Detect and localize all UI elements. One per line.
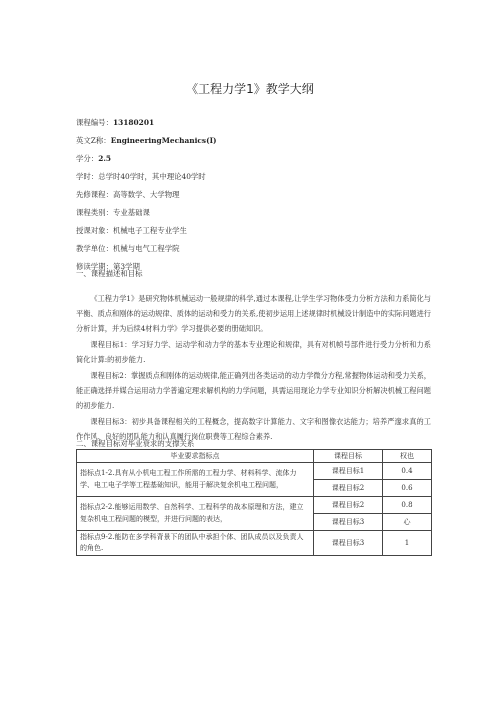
meta-audience: 授课对象：机械电子工程专业学生 bbox=[76, 226, 187, 235]
meta-category: 课程类别：专业基础课 bbox=[76, 208, 150, 217]
target-cell: 课程目标2 bbox=[314, 480, 383, 497]
section-heading-2: 二、课程目标对毕业衰求的支撑关系 bbox=[76, 439, 195, 448]
header-indicator: 毕业要求指标点 bbox=[77, 450, 314, 463]
meta-english-name: 英文Z称：EngineeringMechanics(I) bbox=[76, 136, 217, 145]
section-heading-1: 一、课程描述和目标 bbox=[76, 269, 143, 278]
weight-cell: 心 bbox=[383, 514, 432, 531]
meta-course-number: 课程编号：13180201 bbox=[76, 118, 155, 127]
meta-semester: 修读学期：第3学期 bbox=[76, 262, 140, 271]
meta-prerequisites: 先修课程：高等数学、大学物理 bbox=[76, 190, 180, 199]
paragraph-goal-1: 课程目标1：学习好力学、运动学和动力学的基本专业理论和规律，具有对机帧号部件进行受力分析和力系简化计算:的初步能力. bbox=[76, 340, 431, 364]
target-cell: 课程目标1 bbox=[314, 463, 383, 480]
paragraph-goal-2: 课程目标2：掌握质点和刚体的运动规律,能正确列出各类运动的动力学微分方程,常握物体运动和受力关系，能正确选择并媒合运用动力学普遍定理求解机构的力学问题，具需运用现论力学专业知识分析解决机械工程问题的初步能力. bbox=[76, 371, 431, 410]
target-cell: 课程目标3 bbox=[314, 514, 383, 531]
table-row bbox=[77, 531, 432, 556]
requirements-table bbox=[76, 449, 432, 556]
weight-cell: 0.4 bbox=[383, 463, 432, 480]
course-meta bbox=[76, 114, 217, 276]
meta-unit: 教学单位：机械与电气工程学院 bbox=[76, 244, 180, 253]
indicator-cell: 指标点1-2.具有从小机电工程工作所需的工程力学、材料科学、流体力学、电工电子学等工程基础知识，能用于解决复余机电工程问题， bbox=[77, 463, 314, 497]
weight-cell: 0.6 bbox=[383, 480, 432, 497]
meta-hours: 学时：总学时40学时，其中理论40学时 bbox=[76, 172, 206, 181]
meta-credits: 学分：2.5 bbox=[76, 154, 112, 163]
paragraph-intro: 《工程力学1》是研究物体机械运动一般规律的科学,通过本课程,让学生学习物体受力分析方法和力系简化与平衡、质点和刚体的运动规律、质体的运动和受力的关系,使初步运用上述规律时机械设计制造中的实际问题进行分析计算，并为后续4材料力学》学习提供必要的册础知识。 bbox=[76, 294, 431, 333]
header-target: 课程目标 bbox=[314, 450, 383, 463]
table-row bbox=[77, 497, 432, 514]
target-cell: 课程目标3 bbox=[314, 531, 383, 556]
weight-cell: 1 bbox=[383, 531, 432, 556]
target-cell: 课程目标2 bbox=[314, 497, 383, 514]
indicator-cell: 指标点9-2.能防在多学科背景下的团队中承担个体、团队成员以及负责人的角色. bbox=[77, 531, 314, 556]
indicator-cell: 指标点2-2.能够运用数学、自然科学、工程科学的战本原理和方法，建立复杂机电工程问题的模型，并进行问题的表达， bbox=[77, 497, 314, 531]
paragraph-goal-3: 课程目标3：初步具备课程相关的工程概念，提高数字计算能力、文字和图像衣达能力；培养严邃求真的工作作风、良好的团队能力和认真履行岗位职费等工程综合素养. bbox=[76, 417, 431, 441]
header-weight: 权也 bbox=[383, 450, 432, 463]
table-header-row bbox=[77, 450, 432, 463]
table-row bbox=[77, 463, 432, 480]
weight-cell: 0.8 bbox=[383, 497, 432, 514]
document-title: 《工程力学1》教学大纲 bbox=[186, 82, 314, 96]
